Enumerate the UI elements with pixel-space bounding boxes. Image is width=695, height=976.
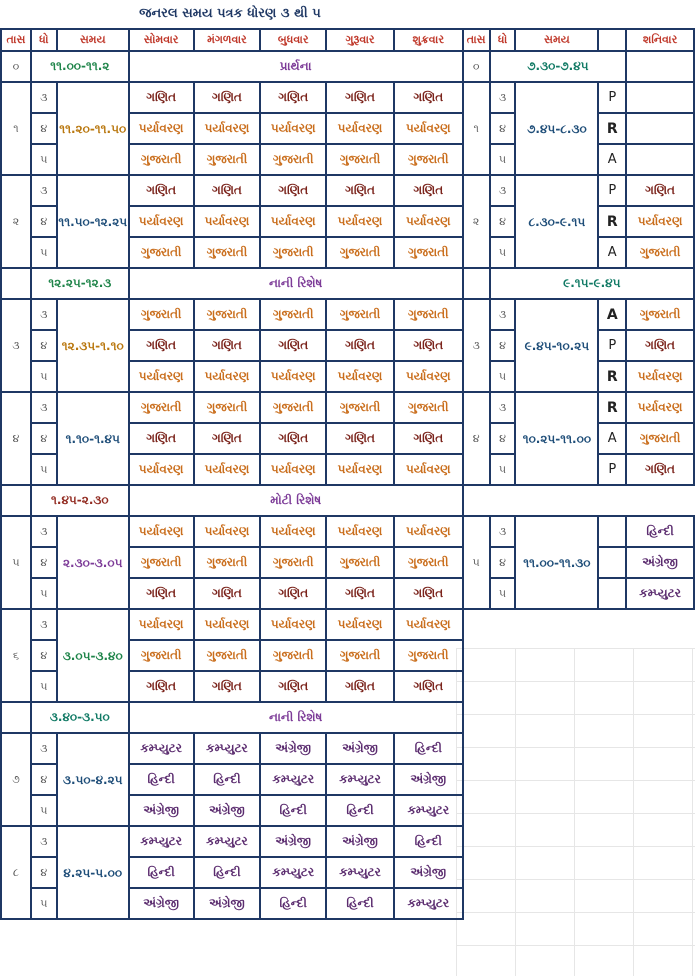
subject-wednesday: હિન્દી bbox=[260, 888, 326, 919]
saturday-standard-number: ૩ bbox=[490, 299, 516, 330]
standard-number: ૪ bbox=[31, 764, 57, 795]
standard-number: ૪ bbox=[31, 857, 57, 888]
saturday-letter: P bbox=[598, 454, 626, 485]
empty-cell bbox=[463, 485, 694, 516]
header-tas-saturday: તાસ bbox=[463, 29, 490, 51]
subject-monday: ગણિત bbox=[129, 671, 194, 702]
subject-monday: ગણિત bbox=[129, 423, 194, 454]
standard-number: ૫ bbox=[31, 237, 57, 268]
header-samay-saturday: સમય bbox=[515, 29, 598, 51]
period-time: ૩.૦૫-૩.૪૦ bbox=[57, 609, 129, 702]
subject-tuesday: ગુજરાતી bbox=[194, 237, 261, 268]
subject-friday: ગુજરાતી bbox=[394, 392, 463, 423]
period-row bbox=[1, 733, 694, 764]
subject-thursday: ગણિત bbox=[326, 578, 394, 609]
subject-wednesday: ગુજરાતી bbox=[260, 299, 326, 330]
subject-thursday: ગણિત bbox=[326, 330, 394, 361]
subject-wednesday: ગણિત bbox=[260, 671, 326, 702]
saturday-standard-number: ૫ bbox=[490, 237, 516, 268]
subject-tuesday: કમ્પ્યુટર bbox=[194, 733, 261, 764]
period-time: ૧.૧૦-૧.૪૫ bbox=[57, 392, 129, 485]
saturday-standard-number: ૩ bbox=[490, 392, 516, 423]
header-saturday: શનિવાર bbox=[626, 29, 694, 51]
subject-monday: ગણિત bbox=[129, 578, 194, 609]
subject-tuesday: ગણિત bbox=[194, 671, 261, 702]
period-row bbox=[1, 82, 694, 113]
empty-cell bbox=[463, 826, 694, 857]
standard-number: ૪ bbox=[31, 206, 57, 237]
subject-tuesday: પર્યાવરણ bbox=[194, 206, 261, 237]
period-row bbox=[1, 516, 694, 547]
standard-number: ૫ bbox=[31, 888, 57, 919]
subject-friday: હિન્દી bbox=[394, 826, 463, 857]
empty-cell bbox=[463, 857, 694, 888]
standard-number: ૩ bbox=[31, 82, 57, 113]
prayer-time-saturday: ૭.૩૦-૭.૪૫ bbox=[490, 51, 627, 82]
saturday-subject: પર્યાવરણ bbox=[626, 392, 694, 423]
header-tuesday: મંગળવાર bbox=[194, 29, 261, 51]
subject-wednesday: હિન્દી bbox=[260, 795, 326, 826]
standard-number: ૫ bbox=[31, 144, 57, 175]
subject-tuesday: ગણિત bbox=[194, 330, 261, 361]
period-number: ૬ bbox=[1, 609, 31, 702]
saturday-letter: A bbox=[598, 144, 626, 175]
saturday-period-number: ૪ bbox=[463, 392, 490, 485]
empty-cell bbox=[463, 640, 694, 671]
subject-thursday: કમ્પ્યુટર bbox=[326, 764, 394, 795]
subject-tuesday: અંગ્રેજી bbox=[194, 888, 261, 919]
standard-number: ૪ bbox=[31, 640, 57, 671]
subject-friday: કમ્પ્યુટર bbox=[394, 795, 463, 826]
subject-wednesday: કમ્પ્યુટર bbox=[260, 764, 326, 795]
subject-wednesday: પર્યાવરણ bbox=[260, 113, 326, 144]
prayer-tas: ૦ bbox=[1, 51, 31, 82]
saturday-subject: ગુજરાતી bbox=[626, 299, 694, 330]
standard-number: ૫ bbox=[31, 578, 57, 609]
subject-friday: પર્યાવરણ bbox=[394, 609, 463, 640]
saturday-subject bbox=[626, 113, 694, 144]
saturday-subject: હિન્દી bbox=[626, 516, 694, 547]
subject-friday: ગણિત bbox=[394, 578, 463, 609]
period-row bbox=[1, 609, 694, 640]
subject-monday: ગુજરાતી bbox=[129, 237, 194, 268]
subject-thursday: પર્યાવરણ bbox=[326, 516, 394, 547]
subject-wednesday: પર્યાવરણ bbox=[260, 454, 326, 485]
standard-number: ૩ bbox=[31, 392, 57, 423]
header-wednesday: બુધવાર bbox=[260, 29, 326, 51]
period-number: ૧ bbox=[1, 82, 31, 175]
subject-thursday: ગણિત bbox=[326, 423, 394, 454]
period-row bbox=[1, 392, 694, 423]
subject-tuesday: ગુજરાતી bbox=[194, 299, 261, 330]
saturday-standard-number: ૫ bbox=[490, 578, 516, 609]
subject-monday: પર્યાવરણ bbox=[129, 609, 194, 640]
standard-number: ૪ bbox=[31, 113, 57, 144]
saturday-standard-number: ૩ bbox=[490, 516, 516, 547]
subject-tuesday: ગણિત bbox=[194, 175, 261, 206]
subject-monday: કમ્પ્યુટર bbox=[129, 733, 194, 764]
subject-wednesday: ગુજરાતી bbox=[260, 237, 326, 268]
saturday-period-time: ૧૧.૦૦-૧૧.૩૦ bbox=[515, 516, 598, 609]
standard-number: ૩ bbox=[31, 299, 57, 330]
saturday-period-time: ૮.૩૦-૯.૧૫ bbox=[515, 175, 598, 268]
subject-wednesday: ગણિત bbox=[260, 330, 326, 361]
subject-thursday: અંગ્રેજી bbox=[326, 733, 394, 764]
subject-friday: ગુજરાતી bbox=[394, 144, 463, 175]
recess-label: નાની રિશેષ bbox=[129, 268, 463, 299]
subject-tuesday: ગણિત bbox=[194, 423, 261, 454]
subject-monday: ગુજરાતી bbox=[129, 144, 194, 175]
recess-row bbox=[1, 485, 694, 516]
subject-thursday: હિન્દી bbox=[326, 888, 394, 919]
subject-friday: હિન્દી bbox=[394, 733, 463, 764]
subject-thursday: ગુજરાતી bbox=[326, 299, 394, 330]
saturday-period-number: ૧ bbox=[463, 82, 490, 175]
subject-friday: અંગ્રેજી bbox=[394, 764, 463, 795]
subject-tuesday: અંગ્રેજી bbox=[194, 795, 261, 826]
standard-number: ૫ bbox=[31, 361, 57, 392]
subject-monday: ગુજરાતી bbox=[129, 547, 194, 578]
subject-tuesday: પર્યાવરણ bbox=[194, 361, 261, 392]
subject-monday: પર્યાવરણ bbox=[129, 516, 194, 547]
subject-tuesday: હિન્દી bbox=[194, 857, 261, 888]
period-number: ૮ bbox=[1, 826, 31, 919]
subject-tuesday: કમ્પ્યુટર bbox=[194, 826, 261, 857]
prayer-time: ૧૧.૦૦-૧૧.૨ bbox=[31, 51, 129, 82]
saturday-letter bbox=[598, 547, 626, 578]
recess-time-saturday: ૯.૧૫-૯.૪૫ bbox=[490, 268, 694, 299]
subject-tuesday: ગણિત bbox=[194, 578, 261, 609]
recess-time: ૧.૪૫-૨.૩૦ bbox=[31, 485, 129, 516]
period-number: ૫ bbox=[1, 516, 31, 609]
saturday-letter: R bbox=[598, 392, 626, 423]
standard-number: ૪ bbox=[31, 423, 57, 454]
saturday-subject: ગુજરાતી bbox=[626, 423, 694, 454]
subject-wednesday: ગણિત bbox=[260, 175, 326, 206]
period-number: ૭ bbox=[1, 733, 31, 826]
recess-tas-empty bbox=[1, 702, 31, 733]
saturday-letter: P bbox=[598, 82, 626, 113]
subject-friday: ગણિત bbox=[394, 175, 463, 206]
saturday-letter: R bbox=[598, 206, 626, 237]
subject-thursday: કમ્પ્યુટર bbox=[326, 857, 394, 888]
prayer-saturday-empty bbox=[626, 51, 694, 82]
saturday-letter: P bbox=[598, 175, 626, 206]
subject-wednesday: અંગ્રેજી bbox=[260, 733, 326, 764]
subject-monday: હિન્દી bbox=[129, 857, 194, 888]
saturday-letter: P bbox=[598, 330, 626, 361]
standard-number: ૪ bbox=[31, 547, 57, 578]
header-monday: સોમવાર bbox=[129, 29, 194, 51]
period-number: ૩ bbox=[1, 299, 31, 392]
prayer-tas-saturday: ૦ bbox=[463, 51, 490, 82]
saturday-standard-number: ૫ bbox=[490, 361, 516, 392]
recess-label: નાની રિશેષ bbox=[129, 702, 463, 733]
subject-thursday: ગણિત bbox=[326, 671, 394, 702]
subject-tuesday: પર્યાવરણ bbox=[194, 113, 261, 144]
saturday-standard-number: ૪ bbox=[490, 423, 516, 454]
header-friday: શુક્રવાર bbox=[394, 29, 463, 51]
subject-friday: ગણિત bbox=[394, 423, 463, 454]
recess-row bbox=[1, 702, 694, 733]
period-time: ૧૧.૫૦-૧૨.૨૫ bbox=[57, 175, 129, 268]
subject-friday: ગુજરાતી bbox=[394, 299, 463, 330]
subject-tuesday: પર્યાવરણ bbox=[194, 609, 261, 640]
header-dho-saturday: ધો bbox=[490, 29, 516, 51]
subject-tuesday: ગુજરાતી bbox=[194, 547, 261, 578]
recess-tas-saturday-empty bbox=[463, 268, 490, 299]
subject-monday: કમ્પ્યુટર bbox=[129, 826, 194, 857]
period-time: ૨.૩૦-૩.૦૫ bbox=[57, 516, 129, 609]
saturday-letter bbox=[598, 516, 626, 547]
subject-tuesday: હિન્દી bbox=[194, 764, 261, 795]
subject-monday: અંગ્રેજી bbox=[129, 888, 194, 919]
subject-monday: પર્યાવરણ bbox=[129, 113, 194, 144]
prayer-label: પ્રાર્થના bbox=[129, 51, 463, 82]
subject-wednesday: પર્યાવરણ bbox=[260, 609, 326, 640]
subject-monday: અંગ્રેજી bbox=[129, 795, 194, 826]
subject-wednesday: ગુજરાતી bbox=[260, 144, 326, 175]
subject-wednesday: ગણિત bbox=[260, 578, 326, 609]
empty-cell bbox=[463, 702, 694, 733]
subject-friday: ગુજરાતી bbox=[394, 237, 463, 268]
saturday-subject: ગણિત bbox=[626, 330, 694, 361]
saturday-period-time: ૯.૪૫-૧૦.૨૫ bbox=[515, 299, 598, 392]
recess-time: ૧૨.૨૫-૧૨.૩ bbox=[31, 268, 129, 299]
subject-friday: પર્યાવરણ bbox=[394, 516, 463, 547]
subject-monday: ગણિત bbox=[129, 175, 194, 206]
subject-thursday: અંગ્રેજી bbox=[326, 826, 394, 857]
subject-friday: પર્યાવરણ bbox=[394, 113, 463, 144]
subject-monday: પર્યાવરણ bbox=[129, 361, 194, 392]
subject-thursday: ગુજરાતી bbox=[326, 392, 394, 423]
saturday-subject bbox=[626, 82, 694, 113]
subject-thursday: પર્યાવરણ bbox=[326, 609, 394, 640]
subject-monday: ગુજરાતી bbox=[129, 640, 194, 671]
header-thursday: ગુરૂવાર bbox=[326, 29, 394, 51]
header-samay: સમય bbox=[57, 29, 129, 51]
saturday-letter: A bbox=[598, 299, 626, 330]
subject-thursday: પર્યાવરણ bbox=[326, 361, 394, 392]
standard-number: ૩ bbox=[31, 175, 57, 206]
subject-thursday: પર્યાવરણ bbox=[326, 206, 394, 237]
recess-tas-empty bbox=[1, 485, 31, 516]
subject-thursday: હિન્દી bbox=[326, 795, 394, 826]
subject-wednesday: પર્યાવરણ bbox=[260, 361, 326, 392]
period-row bbox=[1, 299, 694, 330]
subject-friday: અંગ્રેજી bbox=[394, 857, 463, 888]
saturday-standard-number: ૪ bbox=[490, 547, 516, 578]
subject-thursday: ગુજરાતી bbox=[326, 144, 394, 175]
saturday-standard-number: ૩ bbox=[490, 175, 516, 206]
subject-monday: પર્યાવરણ bbox=[129, 206, 194, 237]
subject-wednesday: પર્યાવરણ bbox=[260, 206, 326, 237]
empty-cell bbox=[463, 764, 694, 795]
saturday-subject: કમ્પ્યુટર bbox=[626, 578, 694, 609]
saturday-period-number: ૨ bbox=[463, 175, 490, 268]
subject-friday: પર્યાવરણ bbox=[394, 206, 463, 237]
saturday-period-time: ૭.૪૫-૮.૩૦ bbox=[515, 82, 598, 175]
header-dho: ધો bbox=[31, 29, 57, 51]
saturday-standard-number: ૪ bbox=[490, 113, 516, 144]
saturday-standard-number: ૫ bbox=[490, 144, 516, 175]
subject-thursday: ગુજરાતી bbox=[326, 547, 394, 578]
saturday-standard-number: ૩ bbox=[490, 82, 516, 113]
saturday-standard-number: ૪ bbox=[490, 206, 516, 237]
subject-thursday: ગણિત bbox=[326, 82, 394, 113]
subject-friday: ગણિત bbox=[394, 82, 463, 113]
subject-monday: ગુજરાતી bbox=[129, 392, 194, 423]
subject-wednesday: પર્યાવરણ bbox=[260, 516, 326, 547]
period-row bbox=[1, 175, 694, 206]
standard-number: ૫ bbox=[31, 795, 57, 826]
period-row bbox=[1, 826, 694, 857]
period-time: ૪.૨૫-૫.૦૦ bbox=[57, 826, 129, 919]
empty-cell bbox=[463, 609, 694, 640]
subject-wednesday: ગણિત bbox=[260, 82, 326, 113]
timetable bbox=[0, 28, 695, 920]
subject-wednesday: ગુજરાતી bbox=[260, 547, 326, 578]
header-row bbox=[1, 29, 694, 51]
subject-thursday: પર્યાવરણ bbox=[326, 454, 394, 485]
saturday-period-number: ૩ bbox=[463, 299, 490, 392]
empty-cell bbox=[463, 888, 694, 919]
subject-wednesday: ગુજરાતી bbox=[260, 392, 326, 423]
saturday-subject bbox=[626, 144, 694, 175]
subject-thursday: પર્યાવરણ bbox=[326, 113, 394, 144]
standard-number: ૩ bbox=[31, 516, 57, 547]
subject-friday: ગુજરાતી bbox=[394, 547, 463, 578]
standard-number: ૫ bbox=[31, 454, 57, 485]
subject-tuesday: ગણિત bbox=[194, 82, 261, 113]
empty-cell bbox=[463, 795, 694, 826]
saturday-letter: A bbox=[598, 237, 626, 268]
header-letter-col bbox=[598, 29, 626, 51]
subject-thursday: ગુજરાતી bbox=[326, 237, 394, 268]
subject-friday: ગણિત bbox=[394, 671, 463, 702]
subject-tuesday: પર્યાવરણ bbox=[194, 454, 261, 485]
prayer-row bbox=[1, 51, 694, 82]
period-time: ૧૧.૨૦-૧૧.૫૦ bbox=[57, 82, 129, 175]
saturday-subject: ગણિત bbox=[626, 175, 694, 206]
subject-friday: ગુજરાતી bbox=[394, 640, 463, 671]
saturday-period-number: ૫ bbox=[463, 516, 490, 609]
standard-number: ૩ bbox=[31, 826, 57, 857]
saturday-subject: પર્યાવરણ bbox=[626, 361, 694, 392]
saturday-standard-number: ૫ bbox=[490, 454, 516, 485]
saturday-letter: R bbox=[598, 113, 626, 144]
standard-number: ૩ bbox=[31, 609, 57, 640]
standard-number: ૫ bbox=[31, 671, 57, 702]
saturday-period-time: ૧૦.૨૫-૧૧.૦૦ bbox=[515, 392, 598, 485]
subject-friday: પર્યાવરણ bbox=[394, 454, 463, 485]
saturday-standard-number: ૪ bbox=[490, 330, 516, 361]
standard-number: ૩ bbox=[31, 733, 57, 764]
subject-monday: ગણિત bbox=[129, 330, 194, 361]
subject-monday: હિન્દી bbox=[129, 764, 194, 795]
recess-tas-empty bbox=[1, 268, 31, 299]
subject-tuesday: પર્યાવરણ bbox=[194, 516, 261, 547]
subject-friday: કમ્પ્યુટર bbox=[394, 888, 463, 919]
subject-wednesday: કમ્પ્યુટર bbox=[260, 857, 326, 888]
saturday-subject: ગણિત bbox=[626, 454, 694, 485]
saturday-letter: A bbox=[598, 423, 626, 454]
saturday-subject: પર્યાવરણ bbox=[626, 206, 694, 237]
subject-monday: ગુજરાતી bbox=[129, 299, 194, 330]
saturday-letter: R bbox=[598, 361, 626, 392]
period-number: ૨ bbox=[1, 175, 31, 268]
subject-tuesday: ગુજરાતી bbox=[194, 144, 261, 175]
standard-number: ૪ bbox=[31, 330, 57, 361]
period-time: ૧૨.૩૫-૧.૧૦ bbox=[57, 299, 129, 392]
empty-cell bbox=[463, 733, 694, 764]
period-time: ૩.૫૦-૪.૨૫ bbox=[57, 733, 129, 826]
period-number: ૪ bbox=[1, 392, 31, 485]
subject-thursday: ગુજરાતી bbox=[326, 640, 394, 671]
saturday-subject: ગુજરાતી bbox=[626, 237, 694, 268]
subject-wednesday: ગુજરાતી bbox=[260, 640, 326, 671]
page-title: જનરલ સમય પત્રક ધોરણ ૩ થી ૫ bbox=[139, 6, 321, 21]
recess-row bbox=[1, 268, 694, 299]
subject-friday: ગણિત bbox=[394, 330, 463, 361]
subject-thursday: ગણિત bbox=[326, 175, 394, 206]
subject-tuesday: ગુજરાતી bbox=[194, 640, 261, 671]
recess-time: ૩.૪૦-૩.૫૦ bbox=[31, 702, 129, 733]
empty-cell bbox=[463, 671, 694, 702]
subject-tuesday: ગુજરાતી bbox=[194, 392, 261, 423]
saturday-letter bbox=[598, 578, 626, 609]
subject-wednesday: અંગ્રેજી bbox=[260, 826, 326, 857]
subject-monday: ગણિત bbox=[129, 82, 194, 113]
saturday-subject: અંગ્રેજી bbox=[626, 547, 694, 578]
subject-wednesday: ગણિત bbox=[260, 423, 326, 454]
header-tas: તાસ bbox=[1, 29, 31, 51]
subject-friday: પર્યાવરણ bbox=[394, 361, 463, 392]
subject-monday: પર્યાવરણ bbox=[129, 454, 194, 485]
recess-label: મોટી રિશેષ bbox=[129, 485, 463, 516]
